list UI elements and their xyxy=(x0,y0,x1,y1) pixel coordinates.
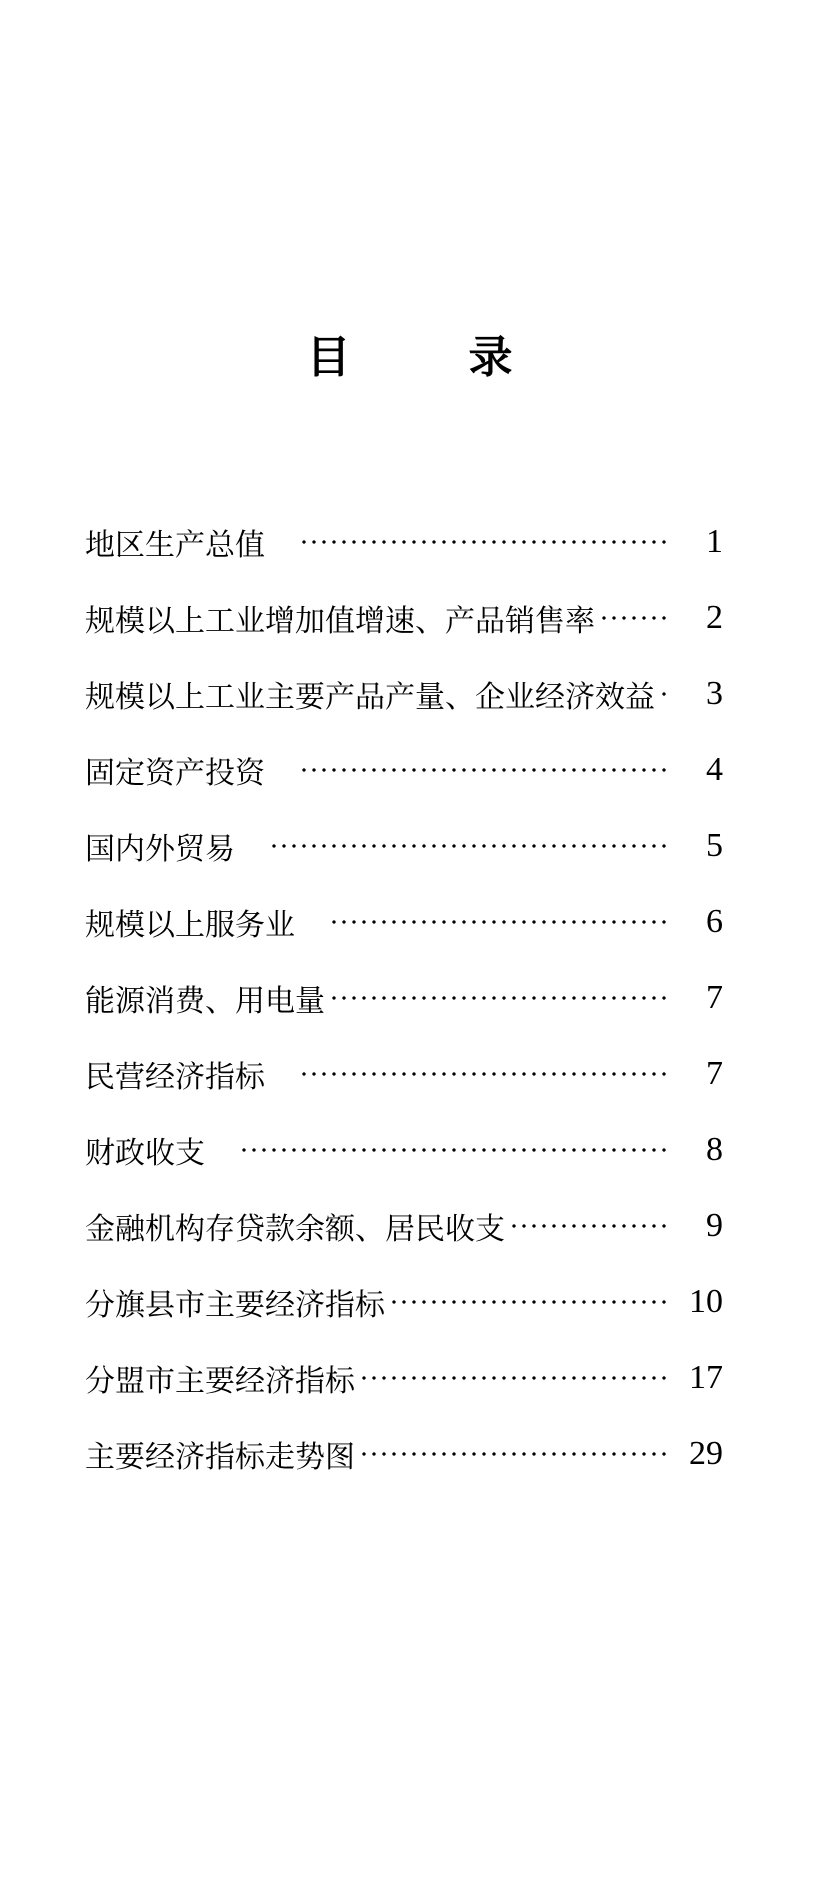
dot-leader xyxy=(239,1135,671,1165)
toc-entry-page-number: 17 xyxy=(689,1359,723,1396)
toc-entry xyxy=(85,808,723,884)
toc-entry-label: 分盟市主要经济指标 xyxy=(85,1365,355,1398)
dot-leader xyxy=(299,527,671,557)
dot-leader xyxy=(659,679,671,709)
toc-entry-page-number: 7 xyxy=(706,979,723,1016)
toc-entry-page-number: 29 xyxy=(689,1435,723,1472)
toc-entry-label: 规模以上服务业 xyxy=(85,909,325,942)
toc-entry xyxy=(85,656,723,732)
toc-entry xyxy=(85,884,723,960)
dot-leader xyxy=(329,907,671,937)
toc-entry-page-number: 9 xyxy=(706,1207,723,1244)
dot-leader xyxy=(299,755,671,785)
toc-entry-page-number: 7 xyxy=(706,1055,723,1092)
toc-entry xyxy=(85,1188,723,1264)
toc-entry-page-number: 2 xyxy=(706,599,723,636)
dot-leader xyxy=(359,1439,671,1469)
toc-entry xyxy=(85,1416,723,1492)
page-title-char-left: 目 xyxy=(306,332,351,383)
toc-entry-label: 固定资产投资 xyxy=(85,757,295,790)
toc-entry-label: 民营经济指标 xyxy=(85,1061,295,1094)
toc-entry xyxy=(85,580,723,656)
dot-leader xyxy=(299,1059,671,1089)
toc-entry-page-number: 6 xyxy=(706,903,723,940)
toc-entry xyxy=(85,1340,723,1416)
toc-entry-label: 规模以上工业增加值增速、产品销售率 xyxy=(85,605,595,638)
toc-entry-label: 分旗县市主要经济指标 xyxy=(85,1289,385,1322)
toc-entry xyxy=(85,732,723,808)
dot-leader xyxy=(389,1287,671,1317)
toc-entry-page-number: 3 xyxy=(706,675,723,712)
toc-entry-label: 能源消费、用电量 xyxy=(85,985,325,1018)
toc-entry-label: 财政收支 xyxy=(85,1137,235,1170)
toc-entry-label: 规模以上工业主要产品产量、企业经济效益 xyxy=(85,681,655,714)
toc-entry-label: 国内外贸易 xyxy=(85,833,265,866)
toc-entry-page-number: 5 xyxy=(706,827,723,864)
dot-leader xyxy=(509,1211,671,1241)
toc-entry-label: 主要经济指标走势图 xyxy=(85,1441,355,1474)
toc-entry xyxy=(85,960,723,1036)
toc-entry-page-number: 4 xyxy=(706,751,723,788)
toc-list xyxy=(85,504,723,1492)
page-title-char-right: 录 xyxy=(468,332,513,383)
toc-entry-page-number: 1 xyxy=(706,523,723,560)
toc-entry-page-number: 10 xyxy=(689,1283,723,1320)
toc-entry xyxy=(85,1036,723,1112)
toc-entry-page-number: 8 xyxy=(706,1131,723,1168)
dot-leader xyxy=(329,983,671,1013)
page-title xyxy=(0,333,819,383)
toc-entry-label: 地区生产总值 xyxy=(85,529,295,562)
toc-entry xyxy=(85,504,723,580)
toc-entry xyxy=(85,1112,723,1188)
toc-entry xyxy=(85,1264,723,1340)
dot-leader xyxy=(359,1363,671,1393)
dot-leader xyxy=(269,831,671,861)
dot-leader xyxy=(599,603,671,633)
toc-entry-label: 金融机构存贷款余额、居民收支 xyxy=(85,1213,505,1246)
